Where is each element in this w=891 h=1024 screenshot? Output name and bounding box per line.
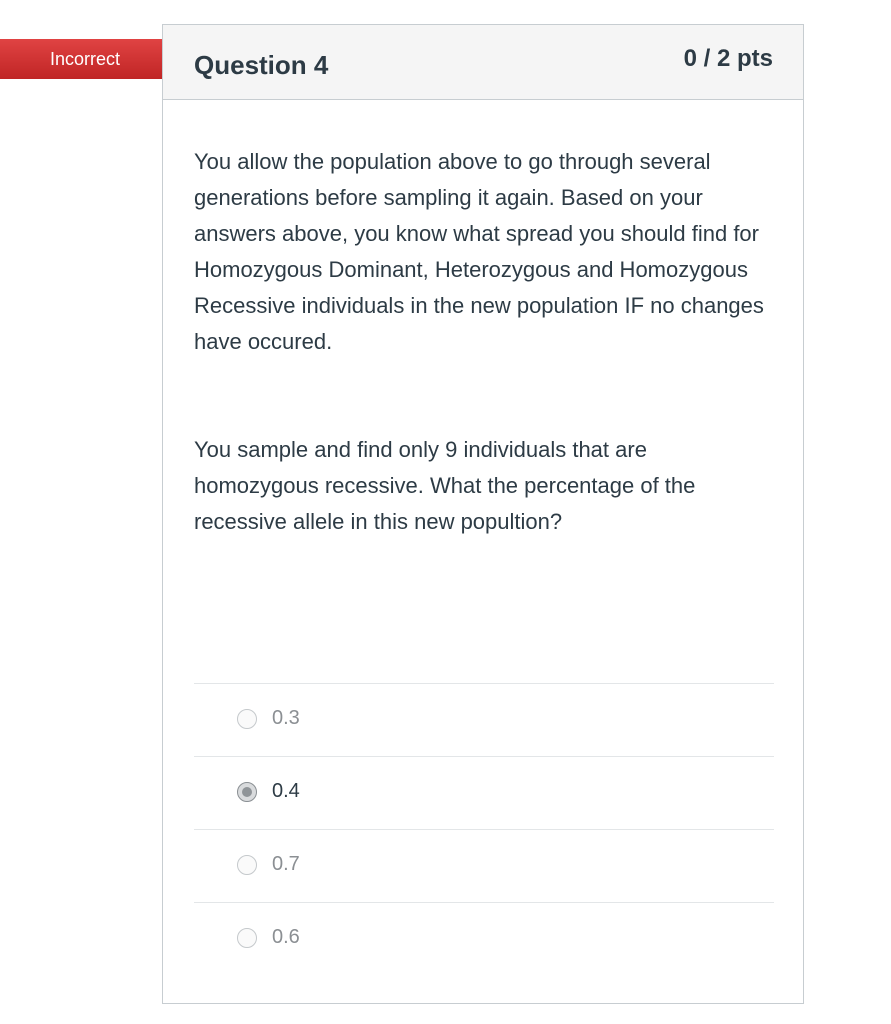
incorrect-ribbon <box>0 39 186 79</box>
question-text-paragraph-2: You sample and find only 9 individuals that are homozygous recessive. What the percentage of the recessive allele in this new popultion? <box>194 437 696 534</box>
answer-option-selected[interactable] <box>194 756 774 829</box>
radio-button[interactable] <box>237 855 257 875</box>
question-card <box>162 24 804 1004</box>
answer-option[interactable] <box>194 829 774 902</box>
answer-option[interactable] <box>194 902 774 975</box>
answer-option[interactable] <box>194 683 774 756</box>
question-text-paragraph-1: You allow the population above to go through several generations before sampling it again. Based on your answers above, you know what spread you should find for Homozygous Dominant, Heterozygous and Homozygous Recessive individuals in the new population IF no changes have occured. <box>194 149 764 354</box>
question-header <box>163 25 803 100</box>
radio-button[interactable] <box>237 928 257 948</box>
question-points: 0 / 2 pts <box>683 45 773 72</box>
answer-label: 0.7 <box>272 853 300 875</box>
answer-label: 0.3 <box>272 707 300 729</box>
radio-button[interactable] <box>237 709 257 729</box>
radio-button-selected[interactable] <box>237 782 257 802</box>
incorrect-label: Incorrect <box>49 49 121 69</box>
answer-list <box>194 683 774 975</box>
answer-label: 0.4 <box>272 780 300 802</box>
question-title: Question 4 <box>194 50 329 80</box>
answer-label: 0.6 <box>272 926 300 948</box>
